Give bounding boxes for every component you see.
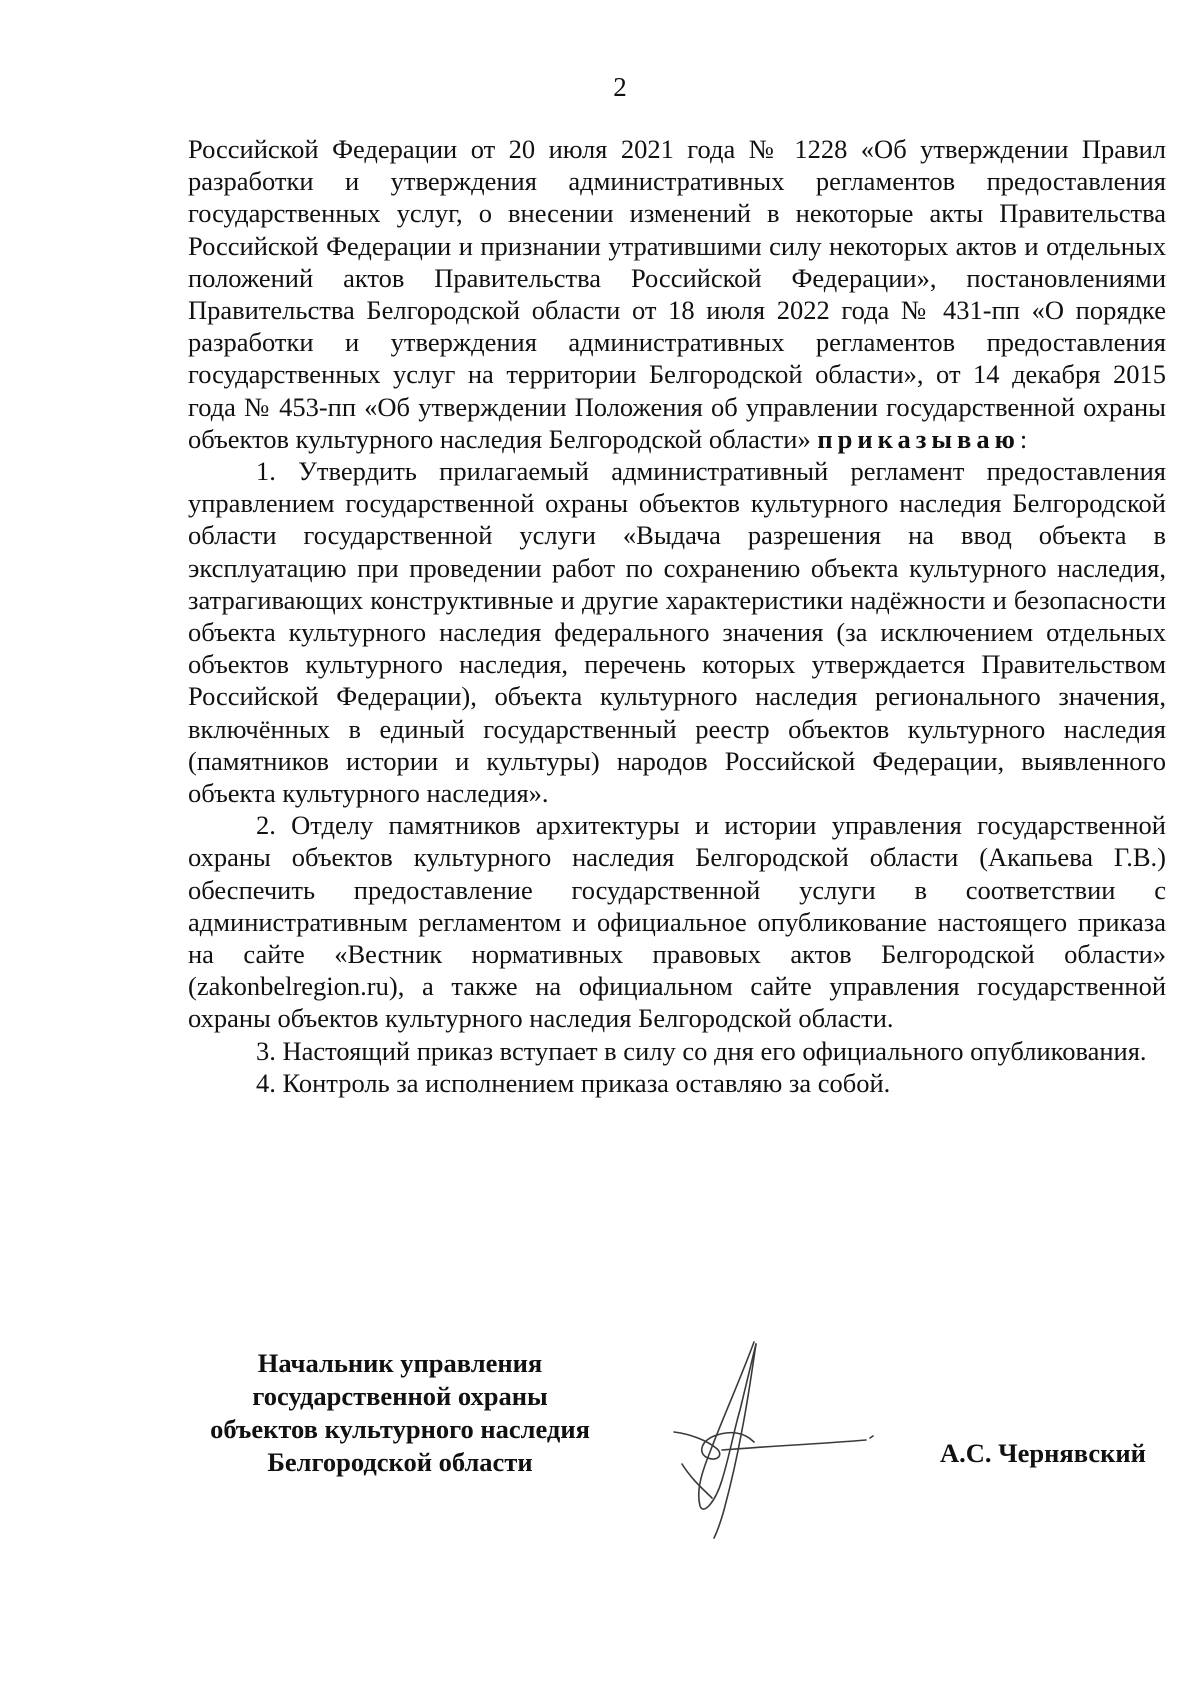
- intro-text: Российской Федерации от 20 июля 2021 года № 1228 «Об утверждении Правил разработки и утверждения административных регламентов предоставления государственных услуг, о внесении изменений в некоторые акты Правительства Российской Федерации и признании утратившими силу некоторых актов и отдельных положений актов Правительства Российской Федерации», постановлениями Правительства Белгородской области от 18 июля 2022 года № 431-пп «О порядке разработки и утверждения административных регламентов предоставления государственных услуг на территории Белгородской области», от 14 декабря 2015 года № 453-пп «Об утверждении Положения об управлении государственной охраны объектов культурного наследия Белгородской области»: [188, 134, 1166, 454]
- signatory-position: [170, 1347, 630, 1479]
- order-colon: :: [1019, 423, 1028, 454]
- page-number: 2: [613, 72, 627, 102]
- item-2: 2. Отделу памятников архитектуры и истории управления государственной охраны объектов культурного наследия Белгородской области (Акапьева Г.В.) обеспечить предоставление государственной услуги в соответствии с административным регламентом и официальное опубликование настоящего приказа на сайте «Вестник нормативных правовых актов Белгородской области» (zakonbelregion.ru), а также на официальном сайте управления государственной охраны объектов культурного наследия Белгородской области.: [188, 810, 1166, 1034]
- position-line-4: Белгородской области: [267, 1447, 533, 1477]
- position-line-1: Начальник управления: [257, 1348, 543, 1378]
- signatory-name: А.С. Чернявский: [940, 1438, 1146, 1468]
- intro-paragraph: [188, 133, 1166, 455]
- document-body: [188, 133, 1166, 1099]
- handwritten-signature: [670, 1330, 910, 1540]
- position-line-2: государственной охраны: [252, 1381, 548, 1411]
- item-1: 1. Утвердить прилагаемый административный регламент предоставления управлением государственной охраны объектов культурного наследия Белгородской области государственной услуги «Выдача разрешения на ввод объекта в эксплуатацию при проведении работ по сохранению объекта культурного наследия, затрагивающих конструктивные и другие характеристики надёжности и безопасности объекта культурного наследия федерального значения (за исключением отдельных объектов культурного наследия, перечень которых утверждается Правительством Российской Федерации), объекта культурного наследия регионального значения, включённых в единый государственный реестр объектов культурного наследия (памятников истории и культуры) народов Российской Федерации, выявленного объекта культурного наследия».: [188, 456, 1166, 809]
- item-3: 3. Настоящий приказ вступает в силу со дня его официального опубликования.: [256, 1035, 1147, 1066]
- order-word: приказываю: [817, 423, 1020, 454]
- position-line-3: объектов культурного наследия: [210, 1414, 590, 1444]
- item-4: 4. Контроль за исполнением приказа оставляю за собой.: [256, 1067, 891, 1098]
